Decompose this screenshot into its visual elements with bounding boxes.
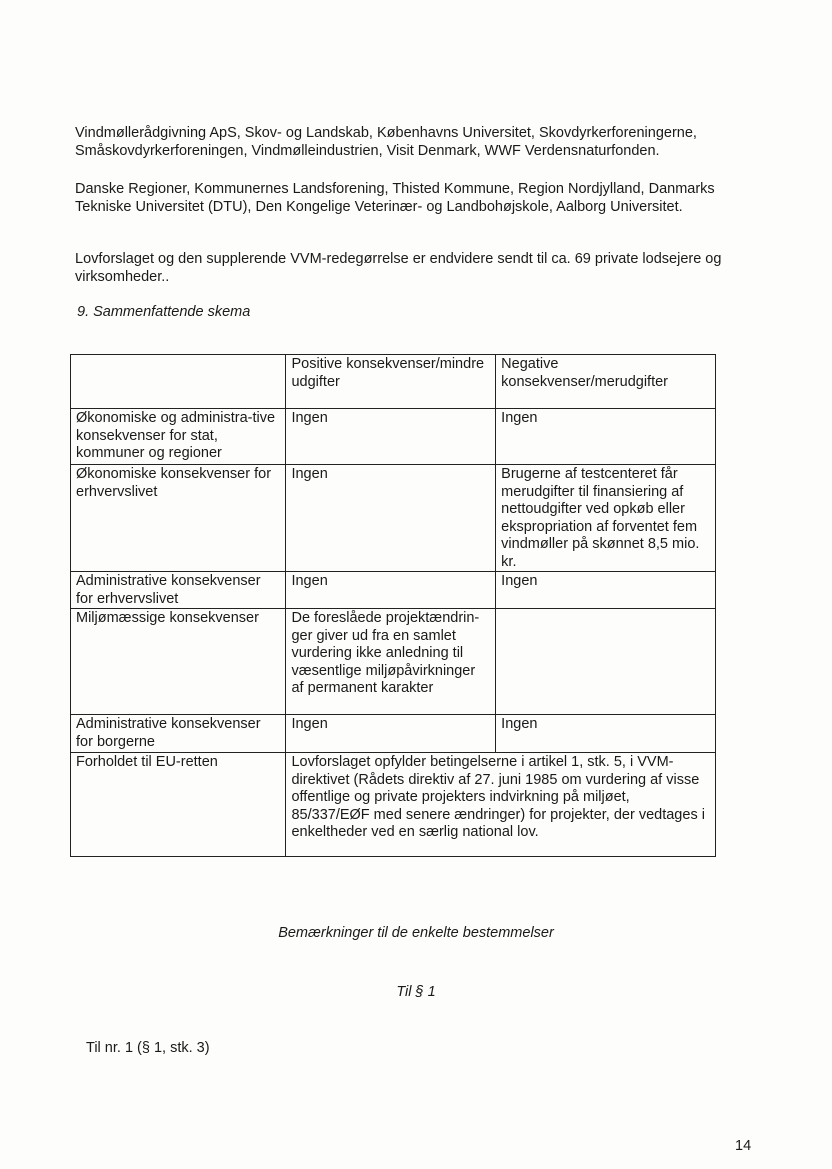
row-positive: Ingen bbox=[286, 465, 496, 572]
header-positive: Positive konsekvenser/mindre udgifter bbox=[286, 355, 496, 409]
table-row bbox=[71, 609, 716, 715]
row-negative: Ingen bbox=[496, 409, 716, 465]
table-row bbox=[71, 715, 716, 753]
table-corner-cell bbox=[71, 355, 286, 409]
row-negative: Brugerne af testcenteret får merudgifter til finansiering af nettoudgifter ved opkøb eller ekspropriation af forventet fem vindmøller på skønnet 8,5 mio. kr. bbox=[496, 465, 716, 572]
header-negative: Negative konsekvenser/merudgifter bbox=[496, 355, 716, 409]
stakeholder-paragraph-2: Danske Regioner, Kommunernes Landsforening, Thisted Kommune, Region Nordjylland, Danmarks Tekniske Universitet (DTU), Den Kongelige Veterinær- og Landbohøjskole, Aalborg Universitet. bbox=[75, 181, 715, 215]
row-label: Forholdet til EU-retten bbox=[71, 753, 286, 857]
row-positive: Ingen bbox=[286, 572, 496, 609]
row-label: Administrative konsekvenser for borgerne bbox=[71, 715, 286, 753]
section-heading: 9. Sammenfattende skema bbox=[77, 304, 251, 320]
row-positive: Ingen bbox=[286, 409, 496, 465]
subheading: Til nr. 1 (§ 1, stk. 3) bbox=[86, 1040, 210, 1056]
section-ref: Til § 1 bbox=[396, 984, 436, 1000]
summary-table bbox=[70, 354, 716, 857]
table-row-eu bbox=[71, 753, 716, 857]
row-positive: Ingen bbox=[286, 715, 496, 753]
row-negative: Ingen bbox=[496, 715, 716, 753]
row-label: Administrative konsekvenser for erhvervslivet bbox=[71, 572, 286, 609]
table-header-row bbox=[71, 355, 716, 409]
row-negative bbox=[496, 609, 716, 715]
page-number: 14 bbox=[735, 1138, 752, 1154]
eu-law-text: Lovforslaget opfylder betingelserne i artikel 1, stk. 5, i VVM-direktivet (Rådets direktiv af 27. juni 1985 om vurdering af visse offentlige og private projekters indvirkning på miljøet, 85/337/EØF med senere ændringer) for projekter, der vedtages i enkeltheder ved en særlig national lov. bbox=[286, 753, 716, 857]
stakeholder-paragraph-1: Vindmøllerådgivning ApS, Skov- og Landskab, Københavns Universitet, Skovdyrkerforeningerne, Småskovdyrkerforeningen, Vindmølleindustrien, Visit Denmark, WWF Verdensnaturfonden. bbox=[75, 125, 697, 159]
table-row bbox=[71, 465, 716, 572]
table-row bbox=[71, 572, 716, 609]
table-row bbox=[71, 409, 716, 465]
row-label: Økonomiske konsekvenser for erhvervslivet bbox=[71, 465, 286, 572]
row-negative: Ingen bbox=[496, 572, 716, 609]
row-label: Økonomiske og administra-tive konsekvenser for stat, kommuner og regioner bbox=[71, 409, 286, 465]
row-positive: De foreslåede projektændrin-ger giver ud fra en samlet vurdering ikke anledning til væsentlige miljøpåvirkninger af permanent karakter bbox=[286, 609, 496, 715]
distribution-paragraph: Lovforslaget og den supplerende VVM-redegørrelse er endvidere sendt til ca. 69 private lodsejere og virksomheder.. bbox=[75, 251, 722, 285]
remarks-heading: Bemærkninger til de enkelte bestemmelser bbox=[278, 925, 554, 941]
row-label: Miljømæssige konsekvenser bbox=[71, 609, 286, 715]
